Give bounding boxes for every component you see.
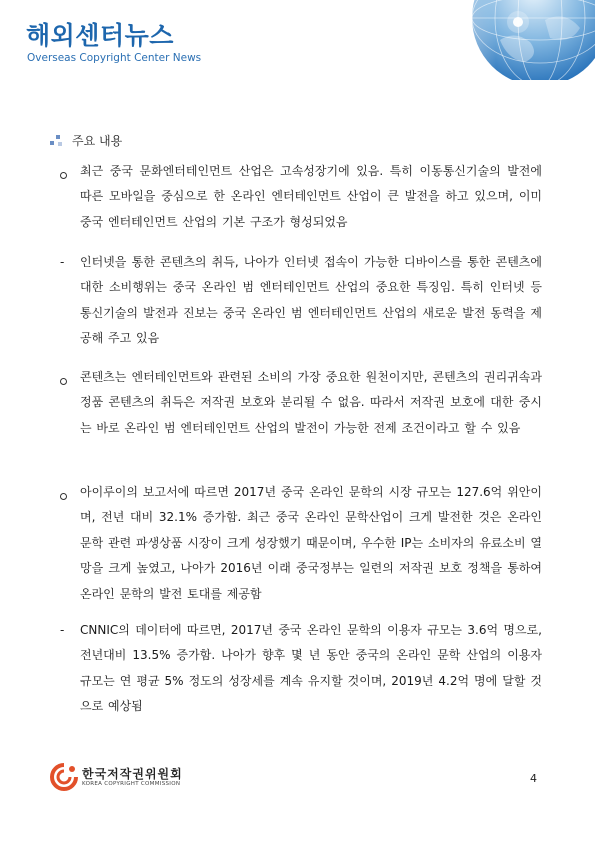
bullet-squares-icon: [50, 135, 64, 147]
page-number: 4: [530, 772, 537, 785]
org-name-english: KOREA COPYRIGHT COMMISSION: [82, 781, 181, 787]
header-subtitle: Overseas Copyright Center News: [27, 52, 202, 64]
paragraph-1: 최근 중국 문화엔터테인먼트 산업은 고속성장기에 있음. 특히 이동통신기술의 발전에 따른 모바일을 중심으로 한 온라인 엔터테인먼트 산업이 큰 발전을 하고 있으며, 이미 중국 엔터테인먼트 산업의 기본 구조가 형성되었음: [80, 164, 542, 229]
page-header: [0, 0, 595, 80]
circle-bullet-icon: [60, 493, 67, 500]
paragraph-2: 인터넷을 통한 콘텐츠의 취득, 나아가 인터넷 접속이 가능한 디바이스를 통한 콘텐츠에 대한 소비행위는 중국 온라인 범 엔터테인먼트 산업의 중요한 특징임. 특히 인터넷 등 통신기술의 발전과 진보는 중국 온라인 범 엔터테인먼트 산업의 새로운 발전 동력을 제공해 주고 있음: [80, 255, 542, 346]
kcc-logo-icon: [50, 763, 78, 791]
paragraph-3: 콘텐츠는 엔터테인먼트와 관련된 소비의 가장 중요한 원천이지만, 콘텐츠의 권리귀속과 정품 콘텐츠의 취득은 저작권 보호와 분리될 수 없음. 따라서 저작권 보호에 대한 중시는 바로 온라인 범 엔터테인먼트 산업의 발전이 가능한 전제 조건이라고 할 수 있음: [80, 370, 542, 435]
circle-bullet-icon: [60, 378, 67, 385]
org-name-korean: 한국저작권위원회: [82, 767, 183, 781]
dash-bullet: -: [60, 255, 65, 269]
paragraph-4: 아이루이의 보고서에 따르면 2017년 중국 온라인 문학의 시장 규모는 127.6억 위안이며, 전년 대비 32.1% 증가함. 최근 중국 온라인 문학산업이 크게 발전한 것은 온라인 문학 관련 파생상품 시장이 크게 성장했기 때문이며, 우수한 IP는 소비자의 유료소비 열망을 크게 높였고, 나아가 2016년 이래 중국정부는 일련의 저작권 보호 정책을 통하여 온라인 문학의 발전 토대를 제공함: [80, 485, 542, 601]
section-title: 주요 내용: [72, 134, 123, 148]
globe-graphic-icon: [430, 0, 595, 80]
paragraph-5: CNNIC의 데이터에 따르면, 2017년 중국 온라인 문학의 이용자 규모는 3.6억 명으로, 전년대비 13.5% 증가함. 나아가 향후 몇 년 동안 중국의 온라인 문학 산업의 이용자 규모는 연 평균 5% 정도의 성장세를 계속 유지할 것이며, 2019년 4.2억 명에 달할 것으로 예상됨: [80, 623, 542, 714]
header-title: 해외센터뉴스: [26, 21, 174, 50]
circle-bullet-icon: [60, 172, 67, 179]
dash-bullet: -: [60, 623, 65, 637]
